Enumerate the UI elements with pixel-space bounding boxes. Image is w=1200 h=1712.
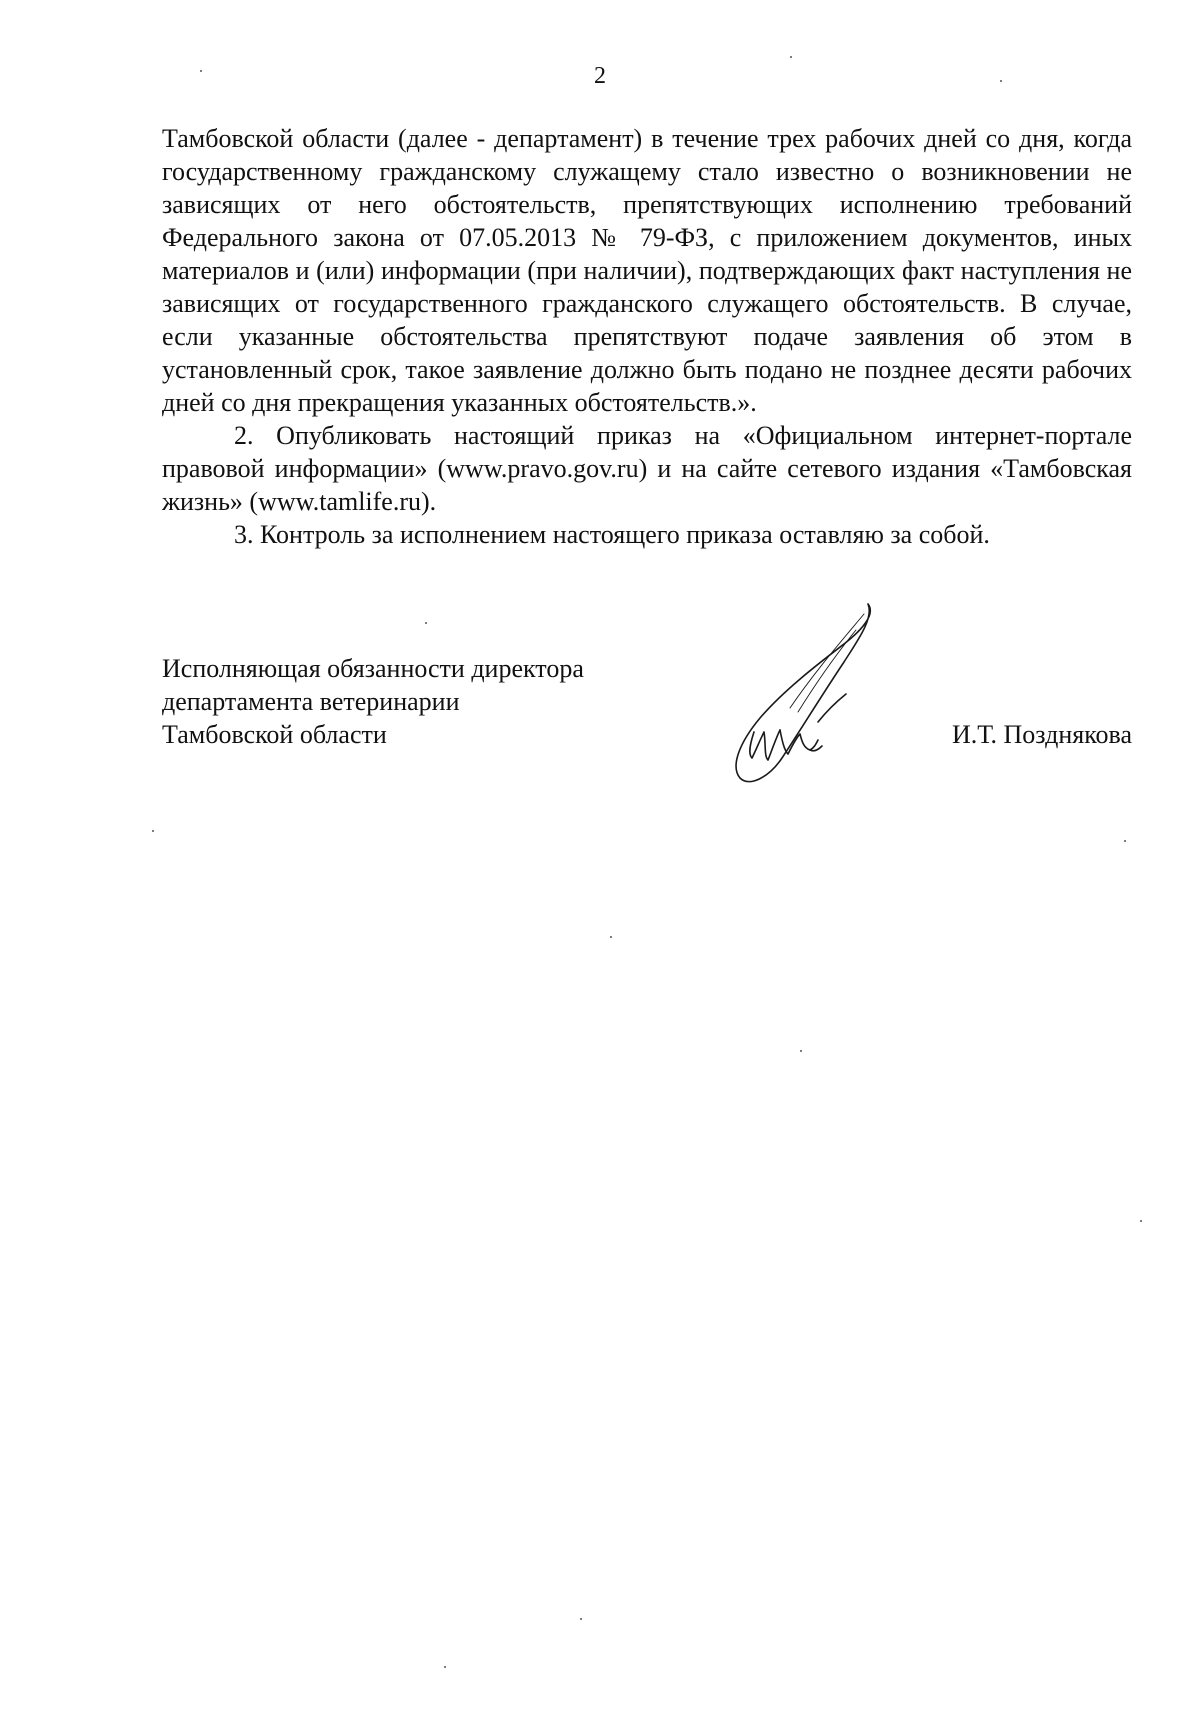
scan-speck [1140, 1220, 1142, 1222]
scan-speck [800, 1050, 802, 1052]
signer-title-line: Исполняющая обязанности директора [162, 654, 584, 683]
scan-speck [1124, 840, 1126, 842]
scan-speck [425, 622, 427, 624]
page-number: 2 [594, 63, 606, 89]
scan-speck [152, 830, 154, 832]
scan-speck [1000, 80, 1002, 82]
signer-title [162, 652, 682, 751]
scan-speck [444, 1666, 446, 1668]
scan-speck [790, 56, 792, 58]
signer-title-line: департамента ветеринарии [162, 687, 460, 716]
paragraph-item-3: 3. Контроль за исполнением настоящего приказа оставляю за собой. [234, 520, 990, 549]
signature-block [162, 652, 1132, 792]
signer-name: И.Т. Позднякова [951, 720, 1132, 749]
paragraph-item-2: 2. Опубликовать настоящий приказ на «Официальном интернет-портале правовой информации» (www.pravo.gov.ru) и на сайте сетевого издания «Тамбовская жизнь» (www.tamlife.ru). [162, 421, 1132, 516]
signer-title-line: Тамбовской области [162, 720, 387, 749]
paragraph-continuation: Тамбовской области (далее - департамент) в течение трех рабочих дней со дня, когда государственному гражданскому служащему стало известно о возникновении не зависящих от него обстоятельств, препятствующих исполнению требований Федерального закона от 07.05.2013 № 79-ФЗ, с приложением документов, иных материалов и (или) информации (при наличии), подтверждающих факт наступления не зависящих от государственного гражданского служащего обстоятельств. В случае, если указанные обстоятельства препятствуют подаче заявления об этом в установленный срок, такое заявление должно быть подано не позднее десяти рабочих дней со дня прекращения указанных обстоятельств.». [162, 124, 1132, 417]
scan-speck [580, 1618, 582, 1620]
scan-speck [610, 936, 612, 938]
handwritten-signature [726, 600, 906, 790]
document-body [162, 122, 1132, 551]
scan-speck [200, 70, 202, 72]
